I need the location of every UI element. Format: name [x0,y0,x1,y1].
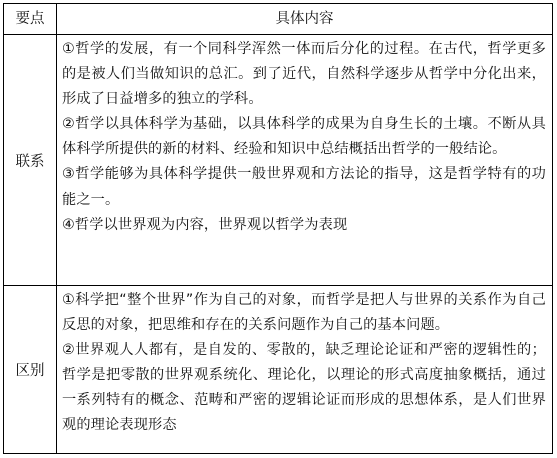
connection-point-2: ②哲学以具体科学为基础，以具体科学的成果为自身生长的土壤。不断从具体科学所提供的新的材料、经验和知识中总结概括出哲学的一般结论。 [62,116,546,158]
row-label-difference: 区别 [15,363,45,379]
header-content: 具体内容 [275,11,334,27]
connection-point-4: ④哲学以世界观为内容，世界观以哲学为表现 [62,216,348,233]
difference-point-1: ①科学把“整个世界”作为自己的对象，而哲学是把人与世界的关系作为自己反思的对象，把思维和存在的关系问题作为自己的基本问题。 [62,292,546,334]
header-divider [4,34,552,35]
connection-point-1: ①哲学的发展，有一个同科学浑然一体而后分化的过程。在古代，哲学更多的是被人们当做知识的总汇。到了近代，自然科学逐步从哲学中分化出来，形成了日益增多的独立的学科。 [62,41,546,108]
connection-point-3: ③哲学能够为具体科学提供一般世界观和方法论的指导，这是哲学特有的功能之一。 [62,166,546,208]
row-label-connection: 联系 [15,154,45,170]
column-divider [56,4,57,453]
header-key-point: 要点 [15,11,45,27]
row-divider [4,285,552,286]
row-content-connection [62,37,546,238]
difference-point-2: ②世界观人人都有，是自发的、零散的，缺乏理论论证和严密的逻辑性的；哲学是把零散的世界观系统化、理论化，以理论的形式高度抽象概括，通过一系列特有的概念、范畴和严密的逻辑论证而形成的思想体系，是人们世界观的理论表现形态 [62,342,546,434]
comparison-table [3,3,553,454]
row-content-difference [62,288,546,439]
